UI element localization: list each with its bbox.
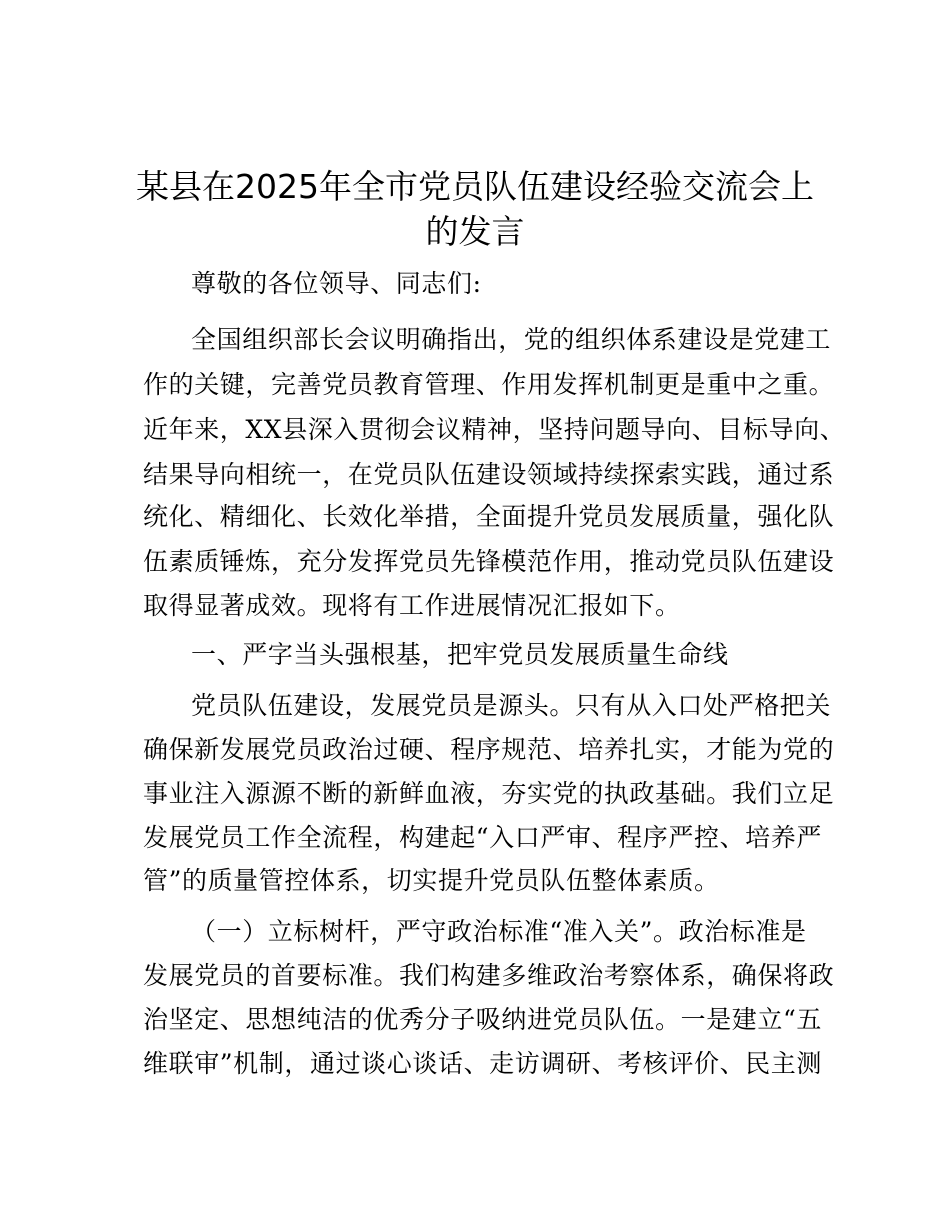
text-line: 发展党员的首要标准。我们构建多维政治考察体系，确保将政 (143, 961, 835, 990)
text-line: 作的关键，完善党员教育管理、作用发挥机制更是重中之重。 (143, 370, 835, 399)
text-line: 结果导向相统一，在党员队伍建设领域持续探索实践，通过系 (143, 460, 835, 489)
text-line: 党员队伍建设，发展党员是源头。只有从入口处严格把关 (191, 691, 832, 720)
document-title-line-2: 的发言 (425, 212, 525, 251)
text-line: 统化、精细化、长效化举措，全面提升党员发展质量，强化队 (143, 502, 835, 531)
salutation: 尊敬的各位领导、同志们: (191, 269, 482, 298)
text-line: 事业注入源源不断的新鲜血液，夯实党的执政基础。我们立足 (143, 779, 835, 808)
text-line: 维联审”机制，通过谈心谈话、走访调研、考核评价、民主测 (143, 1049, 822, 1078)
text-line: 管”的质量管控体系，切实提升党员队伍整体素质。 (143, 866, 720, 895)
text-line: 伍素质锤炼，充分发挥党员先锋模范作用，推动党员队伍建设 (143, 547, 835, 576)
text-line: （一）立标树杆，严守政治标准“准入关”。政治标准是 (191, 917, 807, 946)
text-line: 发展党员工作全流程，构建起“入口严审、程序严控、培养严 (143, 823, 822, 852)
text-line: 治坚定、思想纯洁的优秀分子吸纳进党员队伍。一是建立“五 (143, 1005, 822, 1034)
text-line: 近年来，XX县深入贯彻会议精神，坚持问题导向、目标导向、 (143, 415, 846, 444)
document-title-line-1: 某县在2025年全市党员队伍建设经验交流会上 (136, 167, 814, 206)
section-heading-1: 一、严字当头强根基，把牢党员发展质量生命线 (191, 640, 729, 669)
text-line: 确保新发展党员政治过硬、程序规范、培养扎实，才能为党的 (143, 735, 835, 764)
text-line: 全国组织部长会议明确指出，党的组织体系建设是党建工 (191, 325, 832, 354)
text-line: 取得显著成效。现将有工作进展情况汇报如下。 (143, 591, 681, 620)
